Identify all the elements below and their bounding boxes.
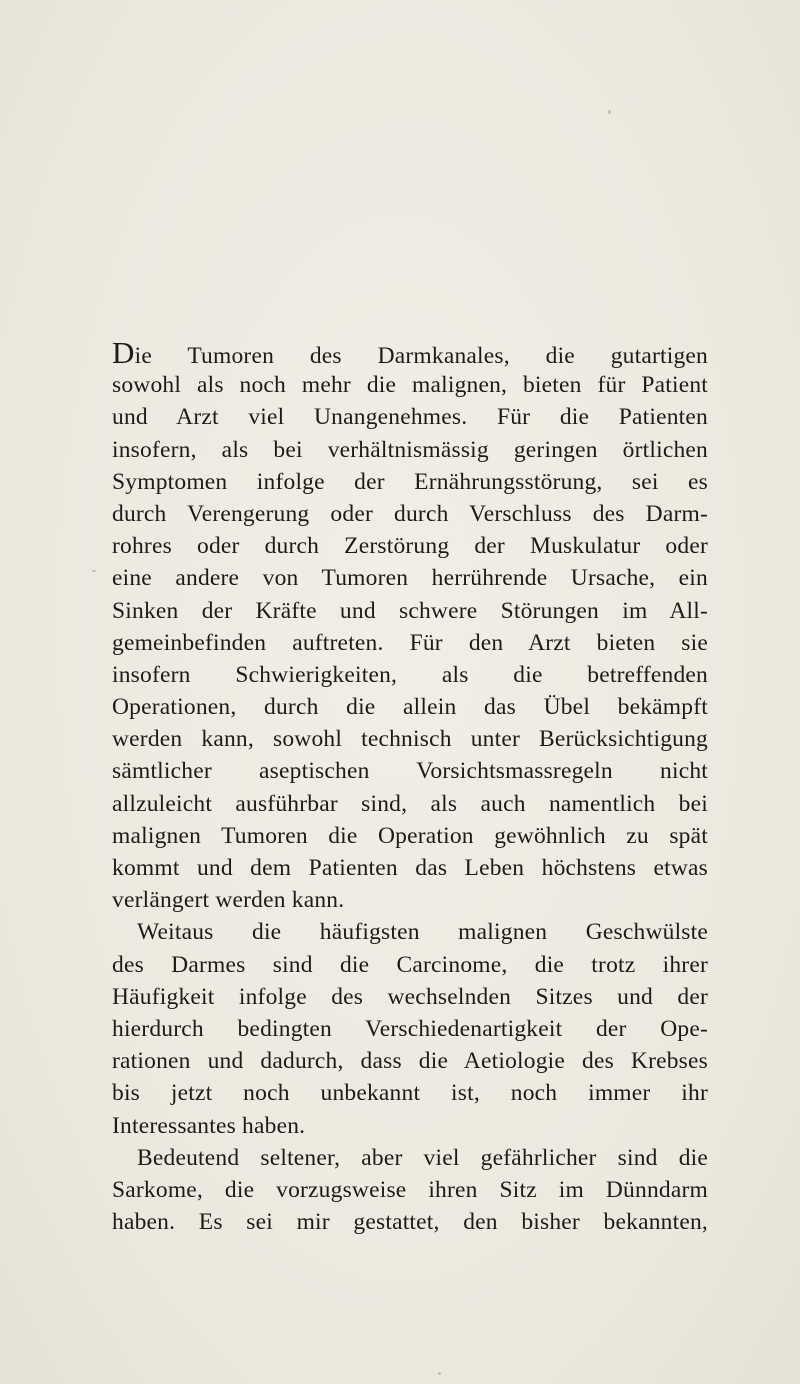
text-line: Operationen, durch die allein das Übel bekämpft — [112, 694, 708, 721]
paper-speck — [438, 1372, 441, 1375]
text-line: Sarkome, die vorzugsweise ihren Sitz im Dünndarm — [112, 1176, 708, 1203]
text-line: Symptomen infolge der Ernährungsstörung, sei es — [112, 468, 708, 495]
text-line: Sinken der Kräfte und schwere Störungen im All- — [112, 597, 708, 624]
text-line: allzuleicht ausführbar sind, als auch namentlich bei — [112, 790, 708, 817]
text-line: durch Verengerung oder durch Verschluss des Darm- — [112, 500, 708, 527]
drop-cap: D — [112, 335, 135, 370]
text-line: des Darmes sind die Carcinome, die trotz ihrer — [112, 951, 708, 978]
text-line: haben. Es sei mir gestattet, den bisher bekannten, — [112, 1209, 708, 1236]
text-line: sämtlicher aseptischen Vorsichtsmassregeln nicht — [112, 758, 708, 785]
text-line: Häufigkeit infolge des wechselnden Sitzes und der — [112, 983, 708, 1010]
text-line: verlängert werden kann. — [112, 887, 345, 914]
text-line: Weitaus die häufigsten malignen Geschwülste — [137, 919, 708, 946]
text-line: und Arzt viel Unangenehmes. Für die Patienten — [112, 404, 708, 431]
text-line: malignen Tumoren die Operation gewöhnlich zu spät — [112, 822, 708, 849]
text-line: eine andere von Tumoren herrührende Ursache, ein — [112, 565, 708, 592]
text-line — [112, 337, 708, 369]
text-line: insofern Schwierigkeiten, als die betreffenden — [112, 661, 708, 688]
text-line: insofern, als bei verhältnismässig geringen örtlichen — [112, 436, 708, 463]
text-line: Interessantes haben. — [112, 1112, 306, 1139]
text-line: kommt und dem Patienten das Leben höchstens etwas — [112, 855, 708, 881]
first-line-text: ie Tumoren des Darmkanales, die gutartigen — [134, 343, 708, 369]
text-line: werden kann, sowohl technisch unter Berücksichtigung — [112, 726, 708, 753]
body-text — [112, 337, 708, 1238]
text-line: bis jetzt noch unbekannt ist, noch immer ihr — [112, 1080, 708, 1107]
paper-speck — [92, 570, 96, 572]
paper-speck — [608, 110, 611, 114]
text-line: Bedeutend seltener, aber viel gefährlicher sind die — [137, 1144, 708, 1171]
text-line: rohres oder durch Zerstörung der Muskulatur oder — [112, 533, 708, 560]
text-line: gemeinbefinden auftreten. Für den Arzt bieten sie — [112, 629, 708, 656]
text-line: sowohl als noch mehr die malignen, bieten für Patient — [112, 372, 708, 399]
text-line: rationen und dadurch, dass die Aetiologie des Krebses — [112, 1048, 708, 1075]
text-line: hierdurch bedingten Verschiedenartigkeit der Ope- — [112, 1015, 708, 1042]
